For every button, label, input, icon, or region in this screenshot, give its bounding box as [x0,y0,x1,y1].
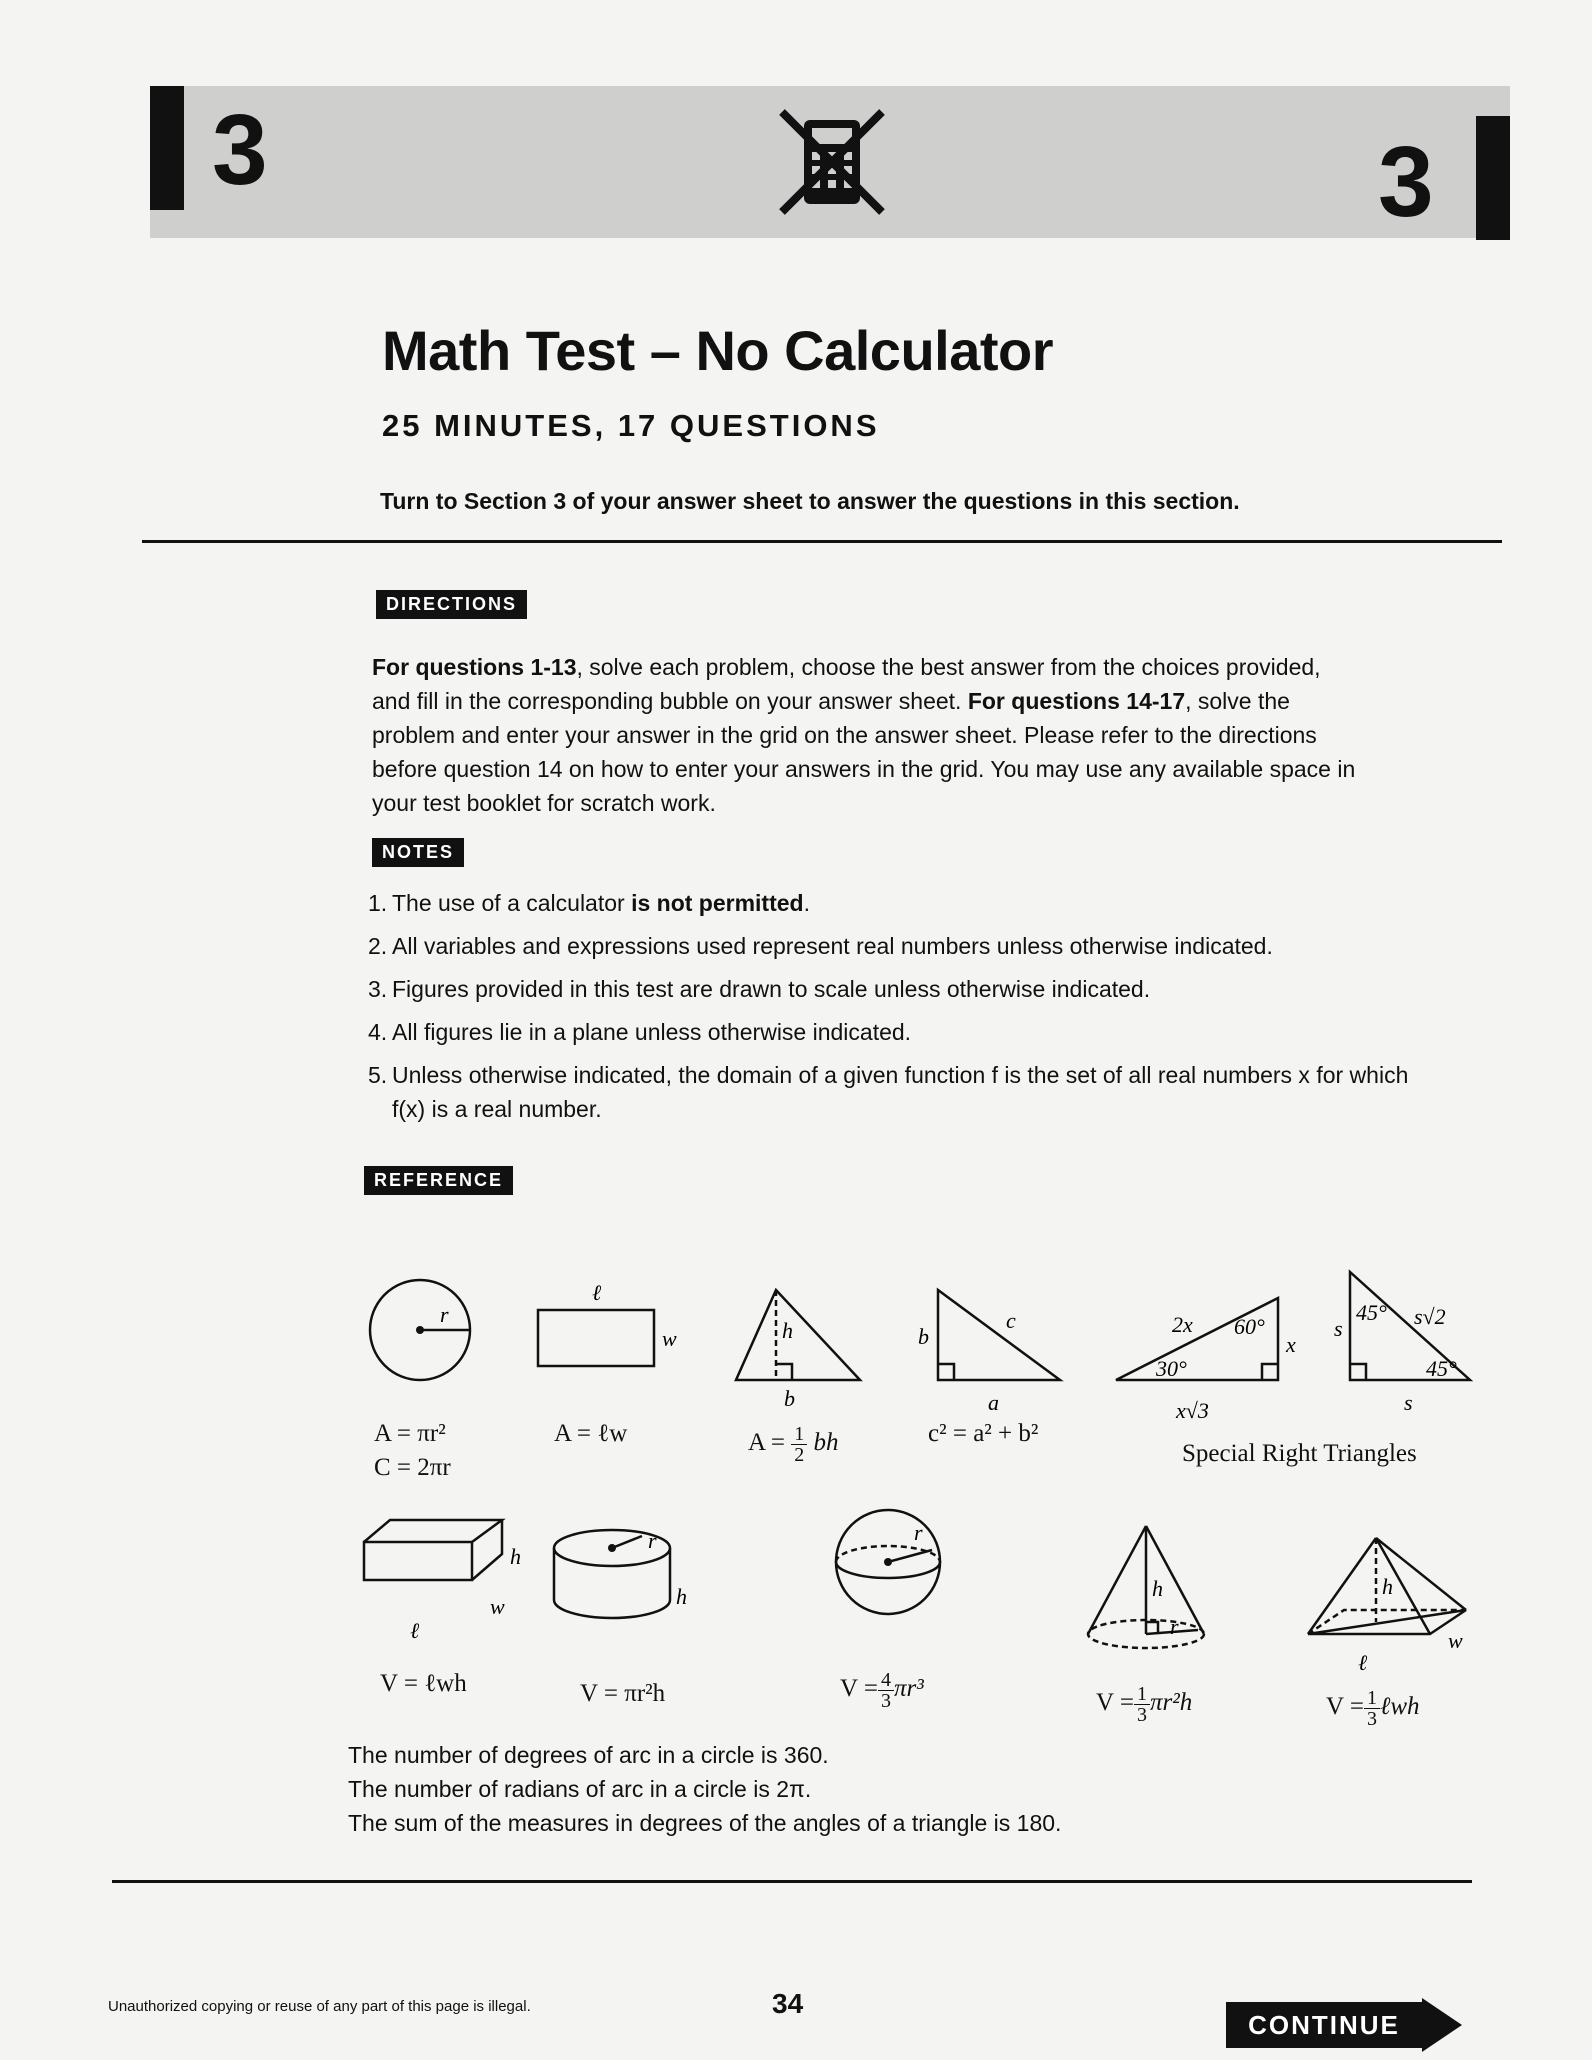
directions-text-1: , solve each problem, choose the best answer from the choices provided, and fill in the corresponding bubble on your answer sheet. [372,654,1321,714]
fraction-four-thirds: 4 3 [878,1670,894,1711]
formula-circle-area: A = πr² [374,1420,446,1447]
label-60: 60° [1234,1314,1265,1339]
label-30: 30° [1156,1356,1187,1381]
note-item [368,1015,1428,1049]
right-triangle-figure [938,1290,1060,1380]
directions-text-2: , solve the problem and enter your answer in the grid on the answer sheet. Please refer to the directions before question 14 on how to enter your answers in the grid. You may use any available space in your test booklet for scratch work. [372,688,1356,816]
pyramid-figure [1308,1610,1466,1634]
label-x: x [1286,1332,1296,1357]
reference-label: REFERENCE [364,1166,513,1195]
formula-rectangle-area: A = ℓw [554,1420,628,1447]
formula-cylinder-volume: V = πr²h [580,1680,666,1707]
note-text: . [803,890,810,916]
fraction-one-third: 1 3 [1134,1684,1150,1725]
divider-bottom [112,1880,1472,1883]
formula-triangle-area [748,1424,839,1465]
fraction-one-third: 1 3 [1364,1688,1380,1729]
label-r: r [440,1302,449,1327]
label-w: w [490,1594,505,1619]
label-r: r [648,1528,657,1553]
copyright-notice: Unauthorized copying or reuse of any part of this page is illegal. [108,1998,531,2015]
label-s-root2: s√2 [1414,1304,1446,1329]
special-right-triangles-caption: Special Right Triangles [1182,1440,1417,1467]
note-text: All figures lie in a plane unless otherwise indicated. [392,1019,912,1045]
label-l: ℓ [1358,1650,1368,1675]
fact-line: The number of degrees of arc in a circle is 360. [348,1742,829,1768]
special-triangle-30-60-90 [1116,1298,1278,1380]
note-number: 1. [368,890,388,916]
note-text: The use of a calculator [392,890,632,916]
section-number-left: 3 [212,94,268,206]
directions-label: DIRECTIONS [376,590,527,619]
continue-label: CONTINUE [1248,2010,1400,2040]
notes-list [368,886,1428,1135]
label-w: w [1448,1628,1463,1653]
label-r: r [914,1520,923,1545]
label-w: w [662,1326,677,1351]
page-subtitle: 25 MINUTES, 17 QUESTIONS [382,408,880,443]
formula-rhs: πr³ [893,1675,924,1703]
label-l: ℓ [410,1618,420,1643]
note-number: 5. [368,1062,388,1088]
label-a: a [988,1390,999,1415]
label-h: h [1152,1576,1163,1601]
formula-pythagorean: c² = a² + b² [928,1420,1039,1447]
section-instruction: Turn to Section 3 of your answer sheet to answer the questions in this section. [380,488,1240,514]
label-s: s [1334,1316,1343,1341]
rectangle-figure [538,1310,654,1366]
label-s: s [1404,1390,1413,1415]
label-c: c [1006,1308,1016,1333]
formula-lhs: A = [748,1429,786,1457]
note-number: 4. [368,1019,388,1045]
formula-circle-circumference: C = 2πr [374,1454,451,1481]
label-h: h [782,1318,793,1343]
page-number: 34 [772,1988,804,2019]
reference-figures [340,1250,1500,1770]
fact-line: The sum of the measures in degrees of the angles of a triangle is 180. [348,1810,1062,1836]
directions-bold-1: For questions 1-13 [372,654,577,680]
page-title: Math Test – No Calculator [382,319,1054,382]
label-l: ℓ [592,1280,602,1305]
label-r: r [1170,1614,1179,1639]
label-b: b [784,1386,795,1411]
formula-cone-volume: V = 1 3 πr²h [1096,1683,1193,1726]
directions-text [372,650,1362,820]
formula-rhs: ℓwh [1379,1693,1420,1721]
label-h: h [676,1584,687,1609]
notes-label: NOTES [372,838,464,867]
note-text: All variables and expressions used represent real numbers unless otherwise indicated. [392,933,1273,959]
note-item [368,1058,1428,1126]
note-item [368,972,1428,1006]
formula-box-volume: V = ℓwh [380,1670,467,1697]
section-marker-bar-left [150,86,184,210]
label-h: h [1382,1574,1393,1599]
formula-pyramid-volume: V = 1 3 ℓwh [1326,1687,1420,1730]
fraction-one-half: 1 2 [791,1424,807,1465]
continue-arrow [1226,1998,1462,2052]
box-figure [364,1542,472,1580]
formula-sphere-volume: V = 4 3 πr³ [840,1669,924,1712]
label-x-root3: x√3 [1176,1398,1209,1423]
directions-bold-2: For questions 14-17 [967,688,1186,714]
note-number: 3. [368,976,388,1002]
divider-top [142,540,1502,543]
label-45-bottom: 45° [1426,1356,1457,1381]
note-text: Unless otherwise indicated, the domain of a given function f is the set of all real numbers x for which f(x) is a real number. [392,1062,1409,1122]
fact-line: The number of radians of arc in a circle is 2π. [348,1776,812,1802]
no-calculator-icon [776,106,888,218]
formula-rhs: bh [813,1429,839,1457]
reference-facts [348,1738,1061,1840]
section-number-right: 3 [1378,126,1434,238]
note-item [368,886,1428,920]
label-b: b [918,1324,929,1349]
formula-rhs: πr²h [1149,1689,1193,1717]
note-item [368,929,1428,963]
label-2x: 2x [1172,1312,1193,1337]
note-text: Figures provided in this test are drawn to scale unless otherwise indicated. [392,976,1151,1002]
note-bold-text: is not permitted [631,890,804,916]
label-h: h [510,1544,521,1569]
note-number: 2. [368,933,388,959]
section-marker-bar-right [1476,116,1510,240]
triangle-figure [736,1290,860,1380]
label-45-top: 45° [1356,1300,1387,1325]
